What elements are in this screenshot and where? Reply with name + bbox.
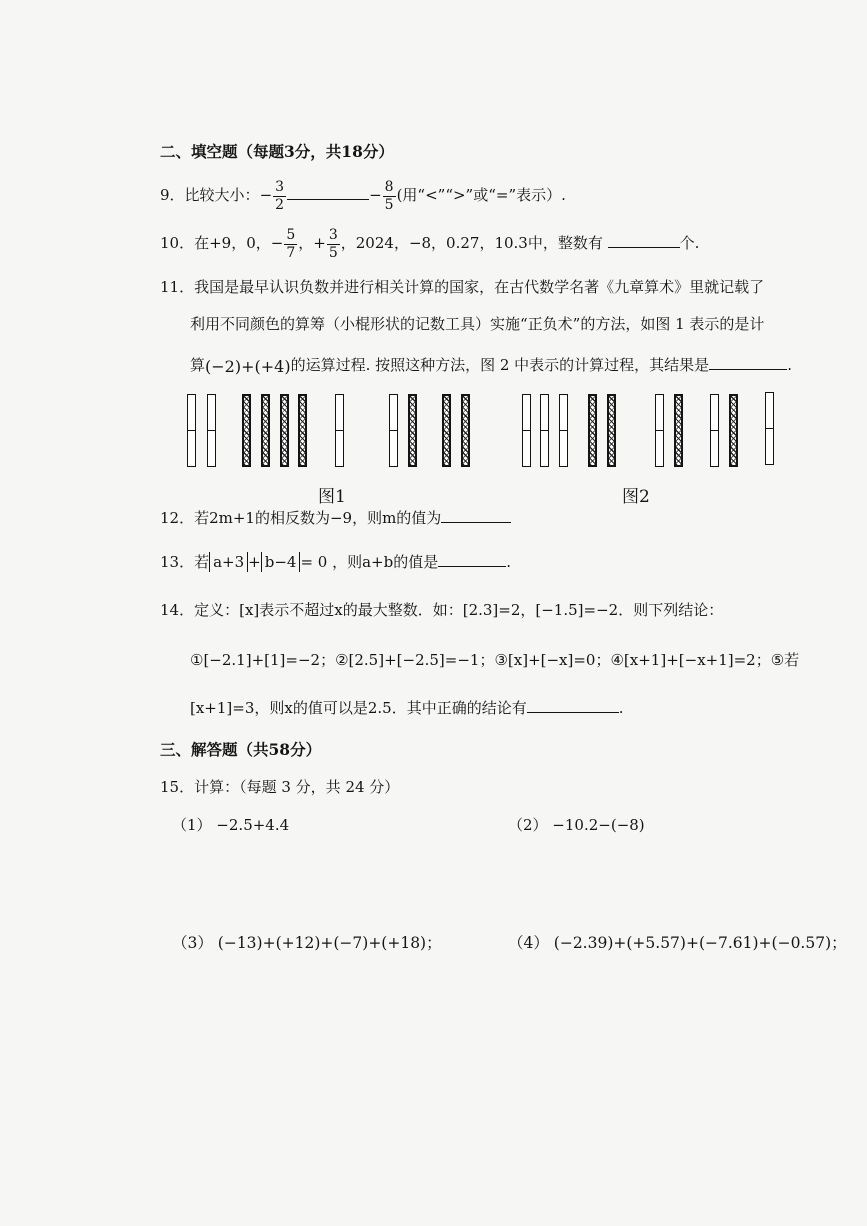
q10-text2: ，2024，−8，0.27，10.3中，整数有 [340, 234, 603, 252]
rod [335, 394, 344, 467]
rod [559, 394, 568, 467]
q14-answer-blank[interactable] [527, 698, 619, 713]
q10-frac1-den: 7 [286, 244, 296, 261]
rod [588, 394, 597, 467]
q15-text: 计算：（每题 3 分，共 24 分） [194, 778, 400, 796]
q9-text2: (用“<”“>”或“=”表示）. [396, 186, 566, 204]
q15-part-2: （2） −10.2−(−8) [508, 816, 645, 834]
rod [674, 394, 683, 467]
figure-1-caption: 图1 [318, 487, 346, 507]
q14-line-1 [160, 600, 723, 620]
q13-text1: 若 [194, 553, 210, 571]
question-9 [160, 178, 566, 213]
rod [280, 394, 289, 467]
section-2-title: 二、填空题（每题3分，共18分） [160, 142, 394, 161]
q13-end: . [506, 553, 512, 571]
q11-line1-text: 我国是最早认识负数并进行相关计算的国家，在古代数学名著《九章算术》里就记载了 [194, 278, 765, 296]
q9-frac2-sign: − [369, 186, 382, 204]
q12-text: 若2m+1的相反数为−9，则m的值为 [194, 509, 442, 527]
rod [607, 394, 616, 467]
q11-line-1 [160, 277, 764, 297]
q12-answer-blank[interactable] [441, 508, 511, 523]
q9-answer-blank[interactable] [287, 185, 369, 200]
q12-number: 12． [160, 509, 195, 527]
q14-line-2: ①[−2.1]+[1]=−2；②[2.5]+[−2.5]=−1；③[x]+[−x]=0；④[x+1]+[−x+1]=2；⑤若 [190, 651, 800, 669]
rod [442, 394, 451, 467]
q9-frac1-num: 3 [275, 178, 285, 195]
q9-fraction-1 [273, 180, 286, 213]
q13-text2: = 0 ，则a+b的值是 [300, 553, 439, 571]
q14-line1: 定义：[x]表示不超过x的最大整数．如：[2.3]=2，[−1.5]=−2．则下列结论： [194, 601, 724, 619]
q10-text1: 在+9，0， [194, 234, 271, 252]
question-12 [160, 508, 511, 528]
rod [710, 394, 719, 467]
q10-answer-blank[interactable] [608, 233, 680, 248]
q13-abs-b: b−4 [261, 552, 301, 572]
q10-sep: ， [298, 234, 314, 252]
q9-text1: 比较大小： [184, 186, 260, 204]
rod [522, 394, 531, 467]
q13-plus: + [248, 553, 261, 571]
q9-frac2-num: 8 [384, 178, 394, 195]
q9-number: 9． [160, 186, 185, 204]
q9-fraction-2 [383, 180, 396, 213]
rod [187, 394, 196, 467]
q14-line-3 [190, 698, 624, 718]
q15-part-1: （1） −2.5+4.4 [172, 816, 290, 834]
figure-2-counting-rods [522, 394, 782, 470]
q11-expression: (−2)+(+4) [205, 357, 291, 376]
rod [765, 392, 774, 465]
q11-line-2: 利用不同颜色的算筹（小棍形状的记数工具）实施“正负术”的方法，如图 1 表示的是计 [190, 315, 765, 333]
rod [655, 394, 664, 467]
q9-frac1-den: 2 [275, 196, 285, 213]
q11-line3c: 的运算过程. 按照这种方法，图 2 中表示的计算过程，其结果是 [290, 356, 710, 374]
question-10 [160, 226, 699, 261]
q10-frac1-sign: − [270, 234, 284, 252]
rod [261, 394, 270, 467]
q14-line3: [x+1]=3，则x的值可以是2.5．其中正确的结论有 [190, 699, 527, 717]
rod [540, 394, 549, 467]
q11-line3a: 算 [190, 356, 206, 374]
q10-frac2-den: 5 [328, 244, 338, 261]
q9-frac2-den: 5 [384, 196, 394, 213]
q10-number: 10． [160, 234, 195, 252]
q13-abs-a: a+3 [209, 552, 248, 572]
q11-line-3: 算(−2)+(+4)的运算过程. 按照这种方法，图 2 中表示的计算过程，其结果是 . [190, 356, 792, 376]
rod [408, 394, 417, 467]
q10-fraction-1 [284, 228, 297, 261]
figure-1-counting-rods [187, 394, 477, 470]
q15-part-3: （3） (−13)+(+12)+(−7)+(+18)； [172, 934, 442, 952]
q14-end: . [618, 699, 624, 717]
rod [207, 394, 216, 467]
rod [389, 394, 398, 467]
figure-2-caption: 图2 [622, 487, 650, 507]
q11-answer-blank[interactable] [709, 355, 787, 370]
rod [298, 394, 307, 467]
q10-frac1-num: 5 [286, 226, 296, 243]
q9-frac1-sign: − [259, 186, 273, 204]
q10-frac2-sign: + [313, 234, 326, 252]
rod [242, 394, 251, 467]
q10-frac2-num: 3 [328, 226, 338, 243]
rod [729, 394, 738, 467]
q15-part-4: （4） (−2.39)+(+5.57)+(−7.61)+(−0.57)； [508, 934, 847, 952]
q15-number: 15． [160, 778, 195, 796]
q10-text3: 个. [679, 234, 700, 252]
q13-answer-blank[interactable] [438, 552, 506, 567]
q13-number: 13． [160, 553, 195, 571]
rod [461, 394, 470, 467]
q10-fraction-2 [327, 228, 340, 261]
q11-number: 11． [160, 278, 195, 296]
q14-number: 14． [160, 601, 195, 619]
question-15 [160, 777, 399, 797]
section-3-title: 三、解答题（共58分） [160, 740, 322, 759]
question-13 [160, 552, 511, 572]
